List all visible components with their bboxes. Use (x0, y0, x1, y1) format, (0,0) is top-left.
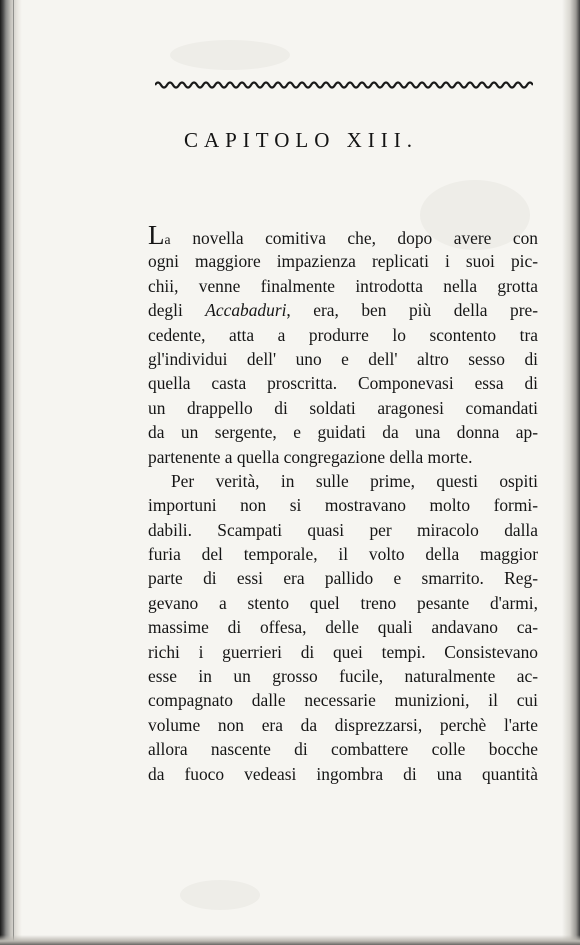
text-line (148, 249, 538, 273)
text-line (148, 420, 538, 444)
text-run: ogni maggiore impazienza replicati i suoi pic- (148, 251, 538, 272)
text-line (148, 762, 538, 786)
drop-capital: L (148, 220, 165, 250)
text-line (148, 566, 538, 590)
text-run: parte di essi era pallido e smarrito. Reg- (148, 568, 538, 589)
text-line (148, 664, 538, 688)
text-run: partenente a quella congregazione della morte. (148, 446, 473, 467)
text-line (148, 615, 538, 639)
body-text (148, 220, 538, 786)
text-run: , era, ben più della pre- (286, 300, 538, 321)
text-run: compagnato dalle necessarie munizioni, il cui (148, 690, 538, 711)
wavy-rule-icon (155, 78, 533, 92)
text-run: quella casta proscritta. Componevasi essa di (148, 373, 538, 394)
text-line (148, 469, 538, 493)
paper-smudge (170, 40, 290, 70)
text-run: da un sergente, e guidati da una donna ap- (148, 422, 538, 443)
paper-smudge (180, 880, 260, 910)
text-run: massime di offesa, delle quali andavano ca- (148, 617, 538, 638)
text-line (148, 445, 538, 469)
text-line (148, 347, 538, 371)
text-run: dabili. Scampati quasi per miracolo dalla (148, 519, 538, 540)
text-line (148, 688, 538, 712)
text-line (148, 518, 538, 542)
small-capital: a (164, 232, 171, 247)
text-run: Per verità, in sulle prime, questi ospiti (171, 470, 538, 491)
text-line (148, 737, 538, 761)
text-run: esse in un grosso fucile, naturalmente ac- (148, 666, 538, 687)
italic-term: Accabaduri (205, 300, 287, 321)
text-run: richi i guerrieri di quei tempi. Consistevano (148, 641, 538, 662)
text-line (148, 396, 538, 420)
text-line (148, 298, 538, 322)
text-run: gl'individui dell' uno e dell' altro sesso di (148, 348, 538, 369)
ornamental-rule (155, 78, 533, 92)
text-run: degli (148, 300, 206, 321)
wavy-rule-stroke (155, 83, 533, 88)
text-line (148, 640, 538, 664)
text-line (148, 274, 538, 298)
text-line (148, 323, 538, 347)
chapter-title: CAPITOLO XIII. (183, 128, 419, 152)
text-line (148, 493, 538, 517)
text-run: un drappello di soldati aragonesi comandati (148, 397, 538, 418)
text-run: importuni non si mostravano molto formi- (148, 495, 538, 516)
text-run: novella comitiva che, dopo avere con (170, 228, 538, 248)
text-run: volume non era da disprezzarsi, perchè l'arte (148, 714, 538, 735)
page-edge-bottom (0, 935, 580, 945)
text-run: da fuoco vedeasi ingombra di una quantità (148, 763, 538, 784)
text-line (148, 713, 538, 737)
text-line (148, 542, 538, 566)
text-run: chii, venne finalmente introdotta nella grotta (148, 275, 538, 296)
text-run: gevano a stento quel treno pesante d'armi, (148, 592, 538, 613)
text-line (148, 371, 538, 395)
text-run: allora nascente di combattere colle bocche (148, 739, 538, 760)
text-line (148, 591, 538, 615)
text-line (148, 220, 538, 250)
text-run: furia del temporale, il volto della maggior (148, 544, 538, 565)
text-run: cedente, atta a produrre lo scontento tra (148, 324, 538, 345)
